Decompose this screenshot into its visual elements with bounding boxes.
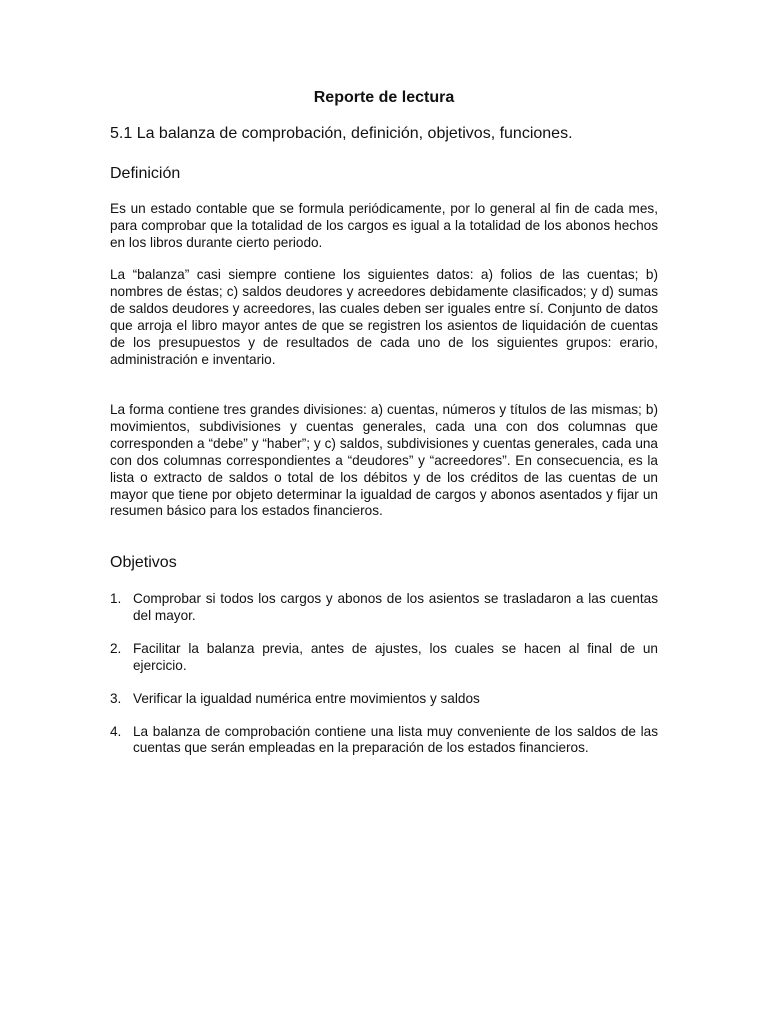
definition-heading: Definición: [110, 165, 181, 182]
objectives-heading: Objetivos: [110, 554, 177, 571]
objective-item: [110, 724, 658, 758]
objective-text: Comprobar si todos los cargos y abonos de los asientos se trasladaron a las cuentas del mayor.: [133, 591, 658, 623]
definition-paragraph-2: La “balanza” casi siempre contiene los siguientes datos: a) folios de las cuentas; b) nombres de éstas; c) saldos deudores y acreedores debidamente clasificados; y d) sumas de saldos deudores y acreedores, las cuales deben ser iguales entre sí. Conjunto de datos que arroja el libro mayor antes de que se registren los asientos de liquidación de cuentas de los presupuestos y de resultados de cada uno de los siguientes grupos: erario, administración e inventario.: [110, 267, 658, 367]
objective-item: [110, 591, 658, 625]
objective-text: Verificar la igualdad numérica entre movimientos y saldos: [133, 690, 480, 706]
document-title: Reporte de lectura: [313, 89, 455, 106]
objective-number: 2.: [110, 640, 122, 656]
objectives-list: [110, 591, 658, 757]
objective-text: La balanza de comprobación contiene una lista muy conveniente de los saldos de las cuentas que serán empleadas en la preparación de los estados financieros.: [133, 723, 658, 756]
definition-paragraph-1: Es un estado contable que se formula periódicamente, por lo general al fin de cada mes, para comprobar que la totalidad de los cargos es igual a la totalidad de los abonos hechos en los libros durante cierto periodo.: [110, 201, 658, 250]
definition-paragraph-3: La forma contiene tres grandes divisiones: a) cuentas, números y títulos de las mismas; b) movimientos, subdivisiones y cuentas generales, cada una con dos columnas que corresponden a “debe” y “haber”; y c) saldos, subdivisiones y cuentas generales, cada una con dos columnas correspondientes a “deudores” y “acreedores”. En consecuencia, es la lista o extracto de saldos o total de los débitos y de los créditos de las cuentas de un mayor que tiene por objeto determinar la igualdad de cargos y abonos asentados y fijar un resumen básico para los estados financieros.: [110, 402, 658, 519]
objective-number: 3.: [110, 690, 122, 706]
objective-item: [110, 641, 658, 675]
objective-text: Facilitar la balanza previa, antes de ajustes, los cuales se hacen al final de un ejercicio.: [133, 640, 658, 673]
objective-item: [110, 691, 658, 708]
section-title: 5.1 La balanza de comprobación, definición, objetivos, funciones.: [110, 125, 573, 142]
objective-number: 1.: [110, 591, 122, 606]
objective-number: 4.: [110, 723, 122, 739]
